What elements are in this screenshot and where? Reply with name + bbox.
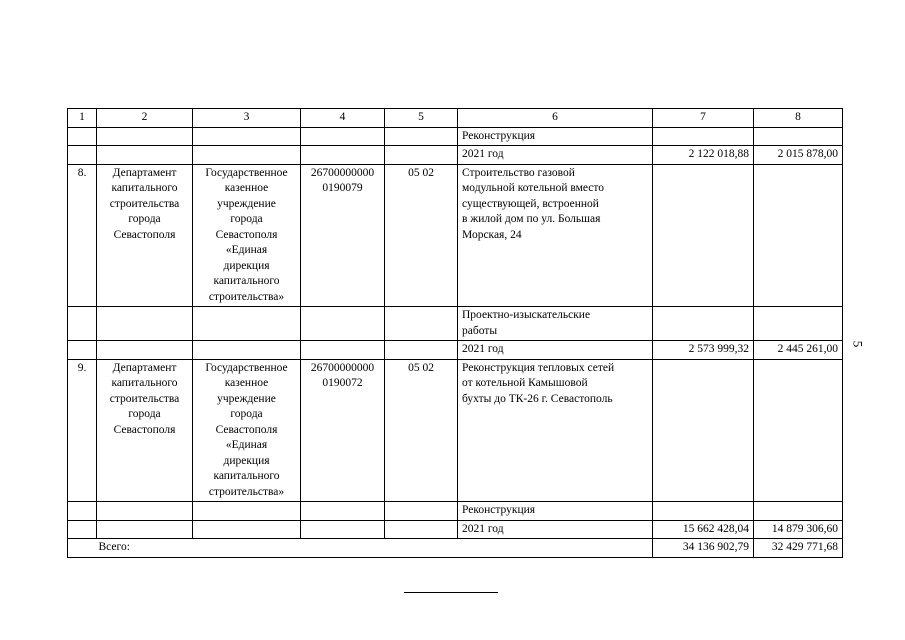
item-number: 9.	[68, 359, 97, 502]
header-cell: 3	[193, 109, 301, 128]
budget-table	[67, 108, 843, 558]
item-number: 8.	[68, 164, 97, 307]
total-row	[68, 539, 843, 558]
year-label: 2021 год	[458, 520, 653, 539]
department: Департамент капитального строительства города Севастополя	[97, 359, 193, 502]
header-cell: 6	[458, 109, 653, 128]
total-label: Всего:	[97, 539, 653, 558]
work-type: Проектно-изыскательские работы	[458, 307, 653, 341]
total-col8: 32 429 771,68	[754, 539, 843, 558]
item-row	[68, 164, 843, 307]
header-row	[68, 109, 843, 128]
header-cell: 7	[653, 109, 754, 128]
header-cell: 1	[68, 109, 97, 128]
header-cell: 5	[385, 109, 458, 128]
amount-col7: 15 662 428,04	[653, 520, 754, 539]
year-label: 2021 год	[458, 341, 653, 360]
amount-col8: 14 879 306,60	[754, 520, 843, 539]
budget-code: 26700000000 0190072	[301, 359, 385, 502]
header-cell: 4	[301, 109, 385, 128]
end-separator-line	[404, 592, 498, 593]
year-row	[68, 146, 843, 165]
amount-col7: 2 573 999,32	[653, 341, 754, 360]
page-number: 5	[850, 340, 866, 348]
budget-code: 26700000000 0190079	[301, 164, 385, 307]
institution: Государственное казенное учреждение города Севастополя «Единая дирекция капитального строительства»	[193, 359, 301, 502]
subtitle-row	[68, 307, 843, 341]
year-label: 2021 год	[458, 146, 653, 165]
object-description: Реконструкция тепловых сетей от котельной Камышовой бухты до ТК-26 г. Севастополь	[458, 359, 653, 502]
subtitle-row	[68, 502, 843, 521]
amount-col8: 2 015 878,00	[754, 146, 843, 165]
header-cell: 2	[97, 109, 193, 128]
amount-col8: 2 445 261,00	[754, 341, 843, 360]
year-row	[68, 341, 843, 360]
object-description: Строительство газовой модульной котельной вместо существующей, встроенной в жилой дом по ул. Большая Морская, 24	[458, 164, 653, 307]
header-cell: 8	[754, 109, 843, 128]
section-code: 05 02	[385, 359, 458, 502]
year-row	[68, 520, 843, 539]
section-code: 05 02	[385, 164, 458, 307]
work-type: Реконструкция	[458, 127, 653, 146]
item-row	[68, 359, 843, 502]
amount-col7: 2 122 018,88	[653, 146, 754, 165]
subtitle-row	[68, 127, 843, 146]
work-type: Реконструкция	[458, 502, 653, 521]
department: Департамент капитального строительства города Севастополя	[97, 164, 193, 307]
total-col7: 34 136 902,79	[653, 539, 754, 558]
institution: Государственное казенное учреждение города Севастополя «Единая дирекция капитального строительства»	[193, 164, 301, 307]
